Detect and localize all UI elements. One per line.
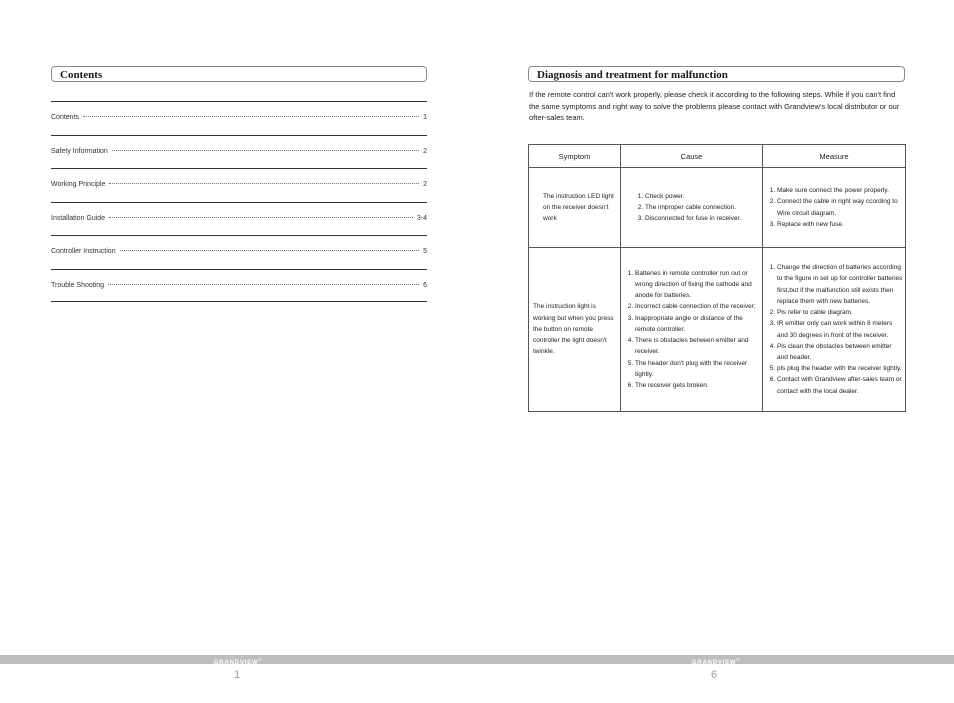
toc-item[interactable] bbox=[51, 168, 427, 202]
brand-name: GRANDVIEW bbox=[213, 660, 259, 666]
table-of-contents bbox=[51, 101, 427, 302]
measure-item: 4. Pls clean the obstacles between emitter and header. bbox=[777, 341, 903, 363]
measure-item: 2. Pls refer to cable diagram. bbox=[777, 307, 903, 318]
cause-cell bbox=[621, 168, 763, 248]
cause-item: 5. The header don't plug with the receiver tightly. bbox=[635, 358, 760, 380]
measure-item: 3. IR emitter only can work within 8 meters and 30 degrees in front of the receiver. bbox=[777, 318, 903, 340]
toc-item[interactable] bbox=[51, 235, 427, 269]
diagnosis-title: Diagnosis and treatment for malfunction bbox=[528, 66, 905, 82]
brand-name: GRANDVIEW bbox=[691, 660, 737, 666]
toc-page: 3-4 bbox=[416, 214, 427, 222]
toc-page: 6 bbox=[423, 281, 427, 289]
toc-label: Trouble Shooting bbox=[51, 281, 105, 289]
cause-item: 2. The improper cable connection. bbox=[645, 202, 760, 213]
toc-dot-leader bbox=[83, 116, 419, 117]
footer-bar bbox=[0, 655, 954, 664]
toc-dot-leader bbox=[120, 250, 420, 251]
toc-page: 5 bbox=[423, 248, 427, 255]
toc-item[interactable] bbox=[51, 269, 427, 303]
measure-cell bbox=[763, 248, 906, 412]
cause-cell bbox=[621, 248, 763, 412]
toc-page: 2 bbox=[423, 147, 427, 155]
brand-logo-left bbox=[198, 655, 278, 664]
toc-item[interactable] bbox=[51, 135, 427, 169]
toc-label: Safety Information bbox=[51, 147, 108, 155]
measure-item: 2. Connect the cable in right way ccording to Wire circuit diagram. bbox=[777, 196, 903, 218]
toc-item[interactable] bbox=[51, 202, 427, 236]
measure-item: 1. Make sure connect the power properly. bbox=[777, 185, 903, 196]
toc-page: 1 bbox=[423, 114, 427, 121]
symptom-cell: The instruction light is working but when you press the button on remote controller the light doesn't twinkle. bbox=[529, 248, 621, 412]
toc-page: 2 bbox=[423, 181, 427, 188]
page-number-left: 1 bbox=[233, 669, 241, 681]
measure-cell bbox=[763, 168, 906, 248]
table-row bbox=[529, 168, 906, 248]
toc-dot-leader bbox=[109, 217, 413, 218]
cause-item: 3. Inappropriate angle or distance of the remote controller. bbox=[635, 313, 760, 335]
cause-item: 3. Disconnected for fuse in receiver. bbox=[645, 213, 760, 224]
table-row bbox=[529, 248, 906, 412]
measure-item: 5. pls plug the header with the receiver tightly. bbox=[777, 363, 903, 374]
symptom-cell: The instruction LED light on the receiver doesn't work bbox=[529, 168, 621, 248]
contents-title: Contents bbox=[51, 66, 427, 82]
header-cause: Cause bbox=[621, 145, 763, 168]
cause-item: 4. There is obstacles between emitter and receiver. bbox=[635, 335, 760, 357]
toc-dot-leader bbox=[109, 183, 419, 184]
intro-paragraph: If the remote control can't work properly, please check it according to the following steps. While if you can't find the same symptoms and right way to solve the problems please contact with Grandview's local distributor or our ofter-sales team. bbox=[529, 90, 900, 122]
toc-label: Contents bbox=[51, 114, 80, 121]
table-header-row bbox=[529, 145, 906, 168]
toc-dot-leader bbox=[112, 150, 419, 151]
cause-item: 6. The receiver gets broken. bbox=[635, 380, 760, 391]
toc-label: Controller Instruction bbox=[51, 248, 116, 255]
measure-item: 3. Replace with new fuse. bbox=[777, 219, 903, 230]
page-number-right: 6 bbox=[710, 669, 718, 681]
measure-item: 1. Change the direction of batteries according to the figure in set up for controller batteries first,but if the malfunction still exists then replace them with new batteries. bbox=[777, 262, 903, 307]
toc-item[interactable] bbox=[51, 101, 427, 135]
toc-dot-leader bbox=[108, 284, 419, 285]
brand-logo-right bbox=[676, 655, 756, 664]
cause-item: 2. Incorrect cable connection of the receiver; bbox=[635, 301, 760, 312]
header-measure: Measure bbox=[763, 145, 906, 168]
trademark-mark: ® bbox=[258, 657, 263, 662]
trademark-mark: ® bbox=[736, 657, 741, 662]
measure-item: 6. Contact with Grandview after-sales team or contact with the local dealer. bbox=[777, 374, 903, 396]
toc-label: Working Principle bbox=[51, 181, 106, 188]
cause-item: 1. Batteries in remote controller run out or wrong direction of fixing the cathode and anode for batteries. bbox=[635, 268, 760, 302]
cause-item: 1. Check power. bbox=[645, 191, 760, 202]
toc-label: Installation Guide bbox=[51, 214, 106, 222]
diagnosis-table bbox=[528, 144, 906, 412]
header-symptom: Symptom bbox=[529, 145, 621, 168]
